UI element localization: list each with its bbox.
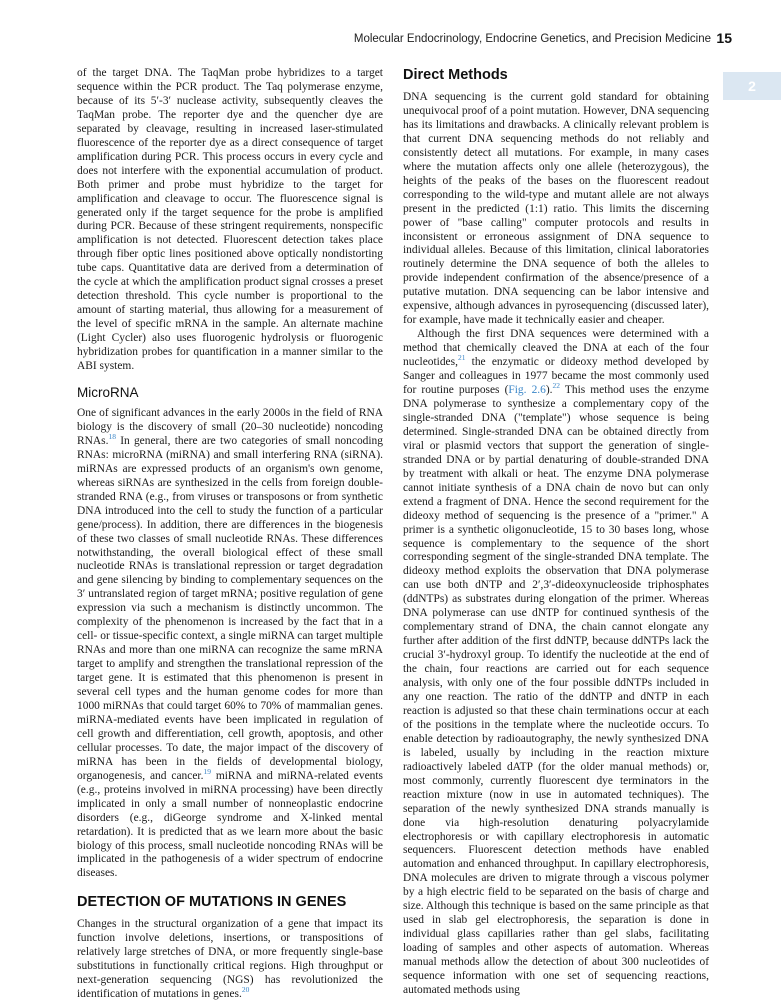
paragraph-sanger (403, 328, 709, 998)
text-segment: the enzymatic or dideoxy method developed by Sanger and colleagues in 1977 became the most commonly used for routine purposes ( (403, 356, 709, 397)
paragraph-taqman: of the target DNA. The TaqMan probe hybridizes to a target sequence within the PCR product. The Taq polymerase enzyme, because of its 5′-3′ nuclease activity, subsequently cleaves the TaqMan probe. The reporter dye and the quencher dye are separated by cleavage, resulting in increased laser-stimulated fluorescence of the reporter dye as a direct consequence of target amplification during PCR. This process occurs in every cycle and does not interfere with the exponential accumulation of product. Both primer and probe must hybridize to the target for amplification and cleavage to occur. The fluorescence signal is generated only if the target sequence for the probe is amplified during PCR. Because of these stringent requirements, nonspecific amplification is not detected. Fluorescent detection takes place through fiber optic lines positioned above optically nondistorting tube caps. Quantitative data are derived from a determination of the cycle at which the amplification product signal crosses a preset detection threshold. This cycle number is proportional to the amount of starting material, thus allowing for a measurement of the level of specific mRNA in the sample. An alternate machine (Light Cycler) also uses fluorogenic hydrolysis or fluorogenic hybridization probes for quantification in a manner similar to the ABI system. (77, 67, 383, 373)
text-segment: Changes in the structural organization of a gene that impact its function involve deletions, insertions, or transpositions of relatively large stretches of DNA, or more frequently single-base substitutions in functionally critical regions. High throughput or next-generation sequencing (NGS) has revolutionized the identification of mutations in genes. (77, 918, 383, 1001)
paragraph-detection (77, 918, 383, 1002)
citation-ref[interactable]: 21 (457, 353, 466, 363)
right-column (403, 67, 709, 998)
citation-ref[interactable]: 18 (108, 432, 116, 442)
direct-methods-heading: Direct Methods (403, 67, 508, 83)
text-segment: This method uses the enzyme DNA polymerase to synthesize a complementary copy of the single-stranded DNA ("template") whose sequence is being determined. Single-stranded DNA can be obtained directly from viral or plasmid vectors that support the generation of single-stranded DNA or by partial denaturing of double-stranded DNA by treatment with alkali or heat. The enzyme DNA polymerase cannot initiate synthesis of a DNA chain de novo but can only extend a fragment of DNA. Hence the second requirement for the dideoxy method of sequencing is the presence of a "primer." A primer is a synthetic oligonucleotide, 15 to 30 bases long, whose sequence is complementary to the sequence of the short corresponding segment of the single-stranded DNA template. The dideoxy method exploits the observation that DNA polymerase can use both dNTP and 2′,3′-dideoxynucleoside triphosphates (ddNTPs) as substrates during elongation of the primer. Whereas DNA polymerase can use dNTP for continued synthesis of the complementary strand of DNA, the chain cannot elongate any further after addition of the first ddNTP, because ddNTPs lack the crucial 3′-hydroxyl group. To identify the nucleotide at the end of the chain, four reactions are carried out for each sequence analysis, with only one of the four possible ddNTPs included in any one reaction. The ratio of the ddNTP and dNTP in each reaction is adjusted so that these chain terminations occur at each of the positions in the template where the nucleotide occurs. To enable detection by radioautography, the newly synthesized DNA is labeled, usually by including in the reaction mixture radioactively labeled dATP (for the older manual methods) or, most commonly, currently fluorescent dye terminators in the reaction mixture (now in use in automated techniques). The separation of the newly synthesized DNA strands manually is done via high-resolution denaturing polyacrylamide electrophoresis or with capillary electrophoresis in automatic sequencers. Fluorescent detection methods have enabled automation and enhanced throughput. In capillary electrophoresis, DNA molecules are driven to migrate through a viscous polymer by a high electric field to be separated on the basis of charge and size. Although this technique is based on the same principle as that used in slab gel electrophoresis, the separation is done in individual glass capillaries rather than gel slabs, facilitating loading of samples and other aspects of automation. Whereas manual methods allow the detection of about 300 nucleotides of sequence information with one set of sequencing reactions, automated methods using (403, 384, 710, 996)
paragraph-sequencing: DNA sequencing is the current gold standard for obtaining unequivocal proof of a point mutation. However, DNA sequencing has its limitations and drawbacks. A clinically relevant problem is that current DNA sequencing methods do not reliably and consistently detect all mutations. For example, in many cases where the mutation affects only one allele (heterozygous), the heights of the peaks of the bases on the fluorescent readout corresponding to the wild-type and mutant allele are not always present in the predicted (1:1) ratio. This limits the discerning power of "base calling" computer protocols and results in inconsistent or erroneous assignment of DNA sequence to individual alleles. Because of this limitation, clinical laboratories routinely determine the DNA sequence of both the alleles to provide independent confirmation of the absence/presence of a putative mutation. DNA sequencing can be labor intensive and expensive, although advances in pyrosequencing (discussed later), for example, have made it technically easier and cheaper. (403, 91, 709, 327)
chapter-tab: 2 (723, 72, 781, 100)
text-segment: miRNA and miRNA-related events (e.g., proteins involved in miRNA processing) have been directly implicated in only a small number of nonneoplastic endocrine disorders (e.g., diGeorge syndrome and X-linked mental retardation). It is predicted that as we learn more about the basic biology of this process, small nucleotide noncoding RNAs will be implicated in the pathogenesis of a wider spectrum of endocrine diseases. (77, 769, 383, 880)
citation-ref[interactable]: 22 (552, 381, 561, 391)
text-segment: ). (545, 384, 553, 397)
running-title: Molecular Endocrinology, Endocrine Genetics, and Precision Medicine (353, 33, 711, 45)
text-segment: In general, there are two categories of small noncoding RNAs: microRNA (miRNA) and small interfering RNA (siRNA). miRNAs are expressed products of an organism's own genome, whereas siRNAs are synthesized in the cells from foreign double-stranded RNA (e.g., from viruses or transposons or from synthetic DNA introduced into the cell to study the function of a particular gene/process). In addition, there are differences in the biogenesis of these two classes of small nucleotide RNAs. These differences notwithstanding, the overall biological effect of these small nucleotide RNAs is translational repression or target degradation and gene silencing by binding to complementary sequences on the 3′ untranslated region of target mRNA; positive regulation of gene expression via such a mechanism is distinctly uncommon. The complexity of the phenomenon is increased by the fact that in a cell- or tissue-specific context, a single miRNA can target multiple RNAs and more than one miRNA can recognize the same mRNA target to amplify and strengthen the translational repression of the target gene. It is estimated that this phenomenon is present in several cell types and the human genome codes for more than 1000 miRNAs that could target 60% to 70% of mammalian genes. miRNA-mediated events have been implicated in regulation of cell growth and differentiation, cell growth, apoptosis, and other cellular processes. To date, the major impact of the discovery of miRNA has been in the fields of developmental biology, organogenesis, and cancer. (77, 434, 383, 782)
page-number: 15 (716, 30, 732, 46)
microrna-heading: MicroRNA (77, 384, 139, 400)
citation-ref[interactable]: 20 (241, 985, 250, 995)
text-segment: One of significant advances in the early 2000s in the field of RNA biology is the discovery of small (20–30 nucleotide) noncoding RNAs. (77, 406, 383, 447)
detection-heading: DETECTION OF MUTATIONS IN GENES (77, 894, 347, 911)
citation-ref[interactable]: 19 (203, 766, 211, 776)
text-segment: Although the first DNA sequences were determined with a method that chemically cleaved the DNA at each of the four nucleotides, (403, 328, 709, 369)
paragraph-microrna (77, 407, 383, 881)
figure-link[interactable]: Fig. 2.6 (508, 384, 546, 397)
left-column (77, 67, 383, 1002)
